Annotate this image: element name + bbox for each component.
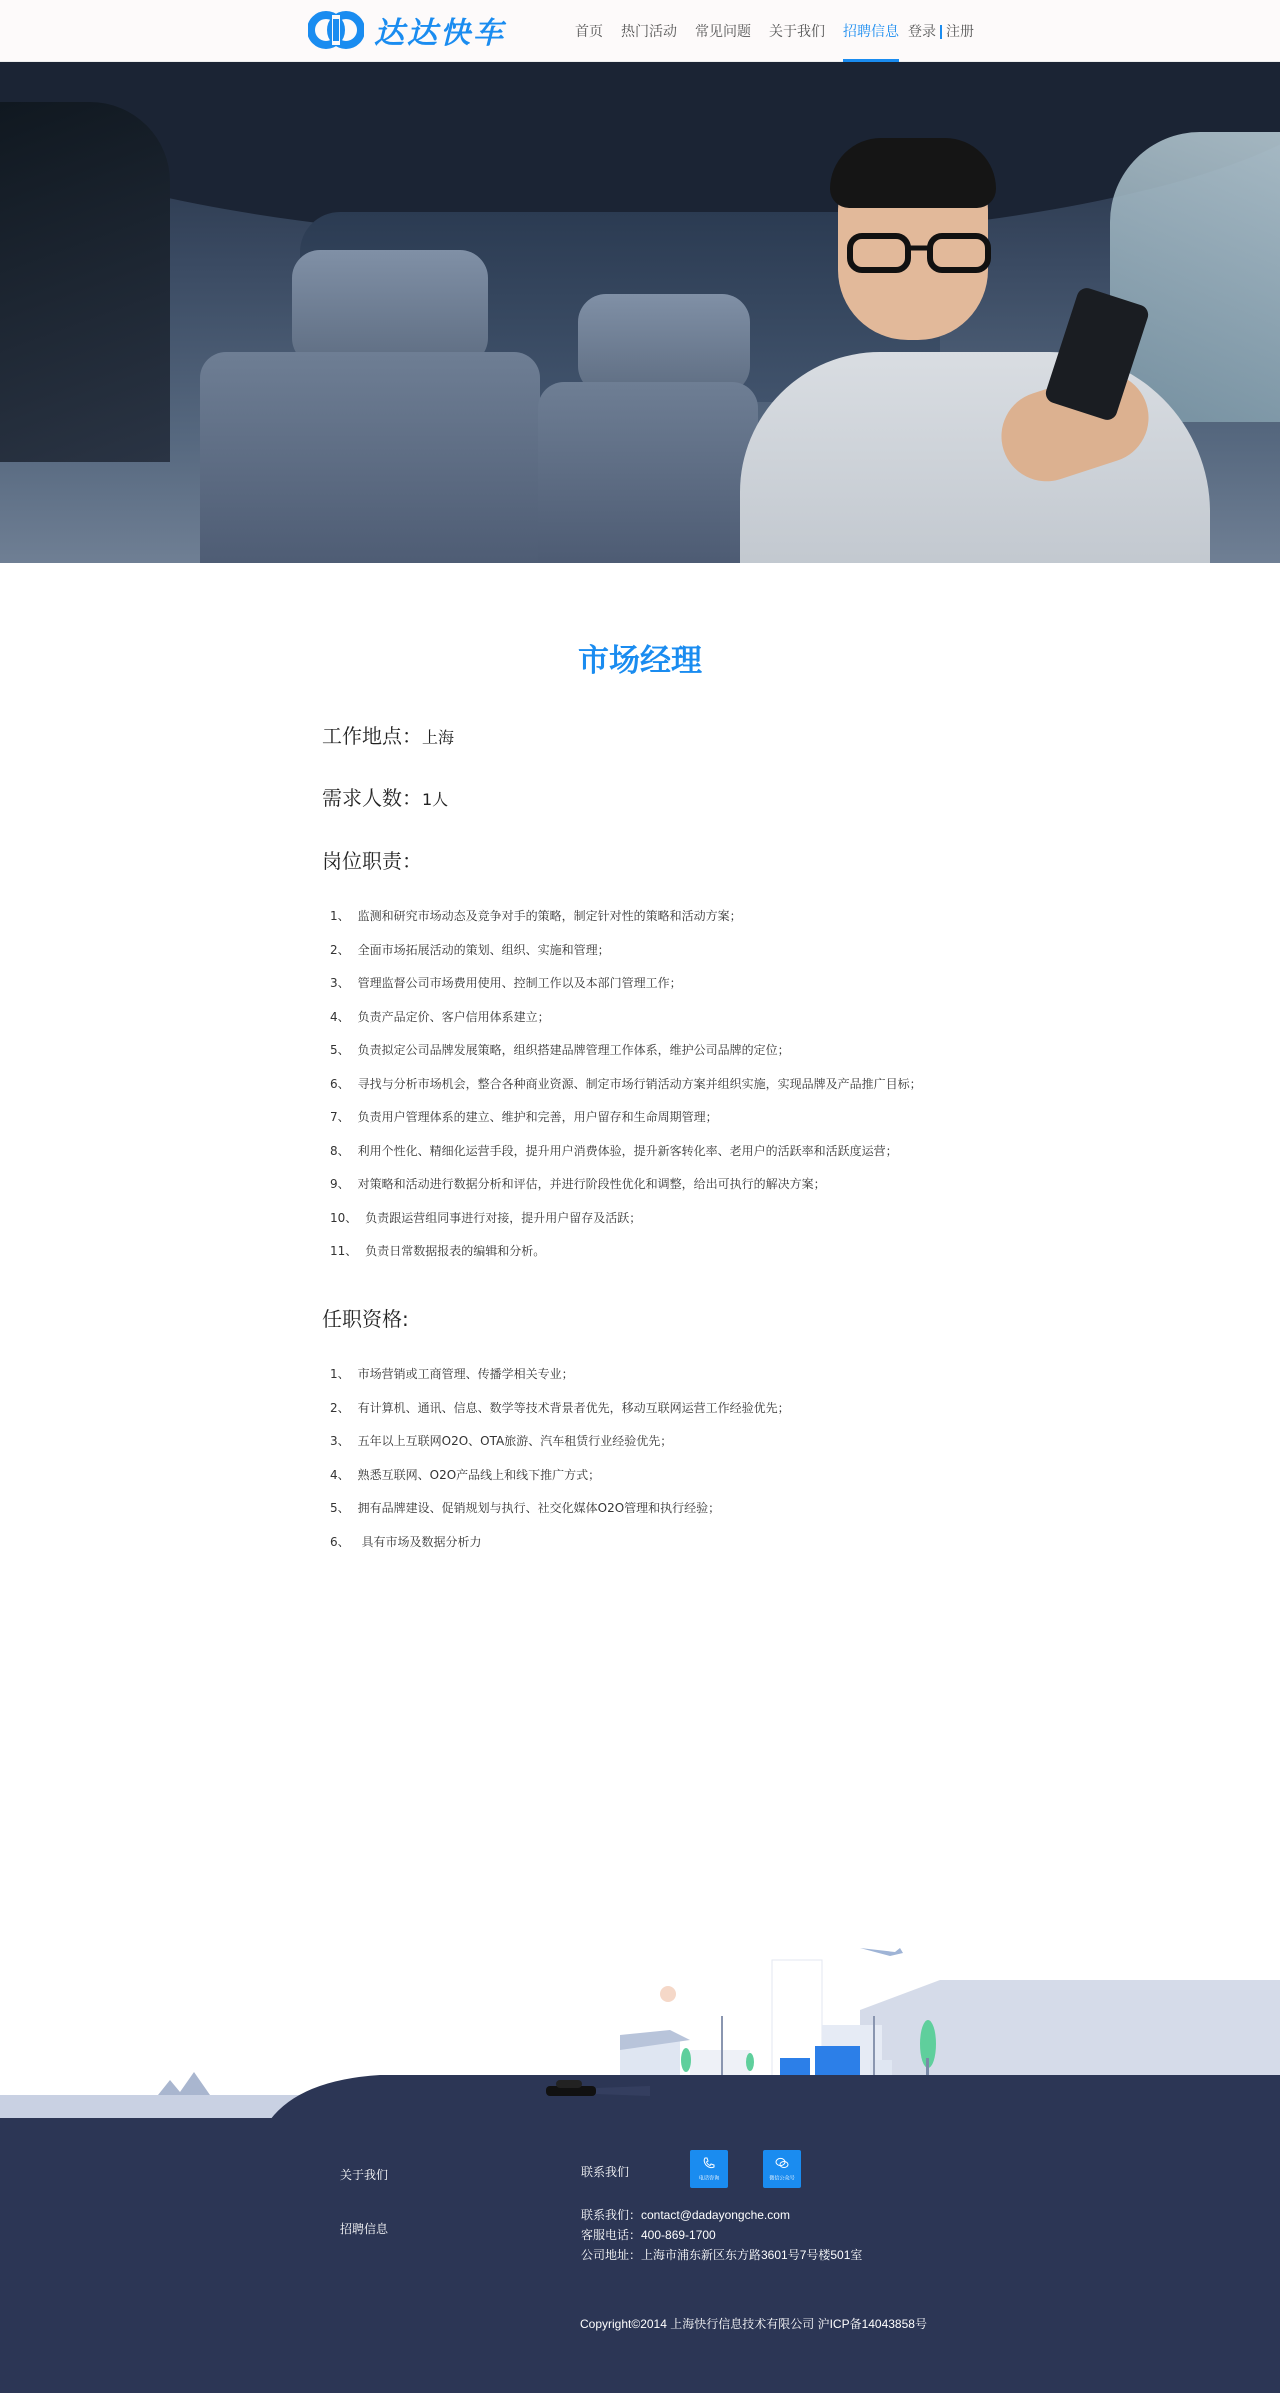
footer-hotline: 客服电话：400-869-1700 [581, 2228, 716, 2242]
duty-item [330, 1101, 922, 1135]
seat-center [538, 382, 758, 563]
location-label: 工作地点： [322, 724, 422, 748]
footer-city-illustration [0, 1940, 1280, 2120]
site-footer [0, 2118, 1280, 2393]
footer-email: 联系我们：contact@dadayongche.com [581, 2208, 790, 2222]
list-item-text: 寻找与分析市场机会，整合各种商业资源、制定市场行销活动方案并组织实施，实现品牌及产品推广目标； [357, 1076, 922, 1091]
duty-item [330, 1235, 922, 1269]
list-item-text: 全面市场拓展活动的策划、组织、实施和管理； [357, 942, 610, 957]
list-item-number: 6、 [330, 1534, 350, 1549]
login-link[interactable]: 登录 [908, 23, 936, 39]
list-item-text: 具有市场及数据分析力 [357, 1534, 482, 1549]
wechat-label: 微信公众号 [769, 2176, 795, 2182]
car-left-window [0, 102, 170, 462]
passenger-body [740, 352, 1210, 563]
duties-title: 岗位职责： [322, 849, 422, 873]
phone-consult-button[interactable] [690, 2150, 728, 2188]
nav-jobs[interactable]: 招聘信息 [843, 0, 899, 62]
list-item-text: 负责拟定公司品牌发展策略，组织搭建品牌管理工作体系，维护公司品牌的定位； [357, 1043, 790, 1057]
duty-item [330, 900, 922, 934]
list-item-text: 五年以上互联网O2O、OTA旅游、汽车租赁行业经验优先； [357, 1434, 673, 1448]
list-item-number: 4、 [330, 1009, 350, 1024]
list-item-number: 8、 [330, 1143, 350, 1158]
logo-text: 达达快车 [374, 16, 506, 51]
site-header [0, 0, 1280, 62]
qual-item [330, 1526, 790, 1560]
headcount-value: 1人 [422, 790, 449, 809]
logo[interactable] [308, 8, 506, 52]
duty-item [330, 1202, 922, 1236]
register-link[interactable]: 注册 [946, 23, 974, 39]
passenger-hair [830, 138, 996, 208]
logo-mark-icon [308, 10, 364, 50]
headcount-label: 需求人数： [322, 786, 422, 810]
qual-item [330, 1459, 790, 1493]
list-item-number: 3、 [330, 1434, 350, 1448]
list-item-number: 6、 [330, 1076, 350, 1091]
wechat-button[interactable] [763, 2150, 801, 2188]
list-item-number: 9、 [330, 1177, 350, 1191]
list-item-number: 7、 [330, 1110, 350, 1124]
list-item-number: 5、 [330, 1043, 350, 1057]
footer-address: 公司地址：上海市浦东新区东方路3601号7号楼501室 [581, 2248, 863, 2262]
list-item-number: 5、 [330, 1501, 350, 1515]
main-nav [575, 0, 917, 62]
list-item-text: 拥有品牌建设、促销规划与执行、社交化媒体O2O管理和执行经验； [357, 1501, 721, 1515]
seat-left [200, 352, 540, 563]
list-item-text: 有计算机、通讯、信息、数学等技术背景者优先，移动互联网运营工作经验优先； [357, 1400, 790, 1415]
footer-about-link[interactable]: 关于我们 [340, 2168, 389, 2182]
duty-item [330, 1001, 922, 1035]
duty-item [330, 1168, 922, 1202]
list-item-number: 1、 [330, 909, 350, 923]
list-item-text: 对策略和活动进行数据分析和评估，并进行阶段性优化和调整，给出可执行的解决方案； [357, 1177, 826, 1191]
auth-divider [940, 25, 942, 39]
list-item-number: 3、 [330, 976, 350, 990]
duty-item [330, 934, 922, 968]
nav-hot-events[interactable]: 热门活动 [621, 23, 677, 39]
phone-consult-label: 电话咨询 [698, 2176, 720, 2182]
list-item-number: 4、 [330, 1467, 350, 1482]
list-item-text: 监测和研究市场动态及竞争对手的策略，制定针对性的策略和活动方案； [357, 909, 742, 923]
quals-list [330, 1358, 790, 1559]
headrest-center [578, 294, 750, 394]
duty-item [330, 967, 922, 1001]
list-item-text: 利用个性化、精细化运营手段，提升用户消费体验，提升新客转化率、老用户的活跃率和活跃度运营； [357, 1143, 898, 1158]
footer-contact-title: 联系我们 [581, 2165, 630, 2179]
location-value: 上海 [422, 728, 455, 747]
qual-item [330, 1392, 790, 1426]
headcount-field [322, 782, 448, 811]
nav-home[interactable]: 首页 [575, 23, 603, 39]
list-item-text: 负责跟运营组同事进行对接，提升用户留存及活跃； [365, 1210, 642, 1225]
footer-jobs-link[interactable]: 招聘信息 [340, 2222, 389, 2236]
duty-item [330, 1068, 922, 1102]
list-item-text: 负责用户管理体系的建立、维护和完善，用户留存和生命周期管理； [357, 1110, 718, 1124]
list-item-number: 11、 [330, 1244, 358, 1258]
duty-item [330, 1135, 922, 1169]
headrest-left [292, 250, 488, 366]
wechat-icon [775, 2157, 789, 2169]
list-item-number: 10、 [330, 1210, 358, 1225]
footer-copyright: Copyright©2014 上海快行信息技术有限公司 沪ICP备14043858号 [580, 2317, 927, 2331]
job-title: 市场经理 [578, 643, 702, 679]
duties-list [330, 900, 922, 1269]
list-item-text: 熟悉互联网、O2O产品线上和线下推广方式； [357, 1467, 601, 1482]
qual-item [330, 1425, 790, 1459]
nav-about[interactable]: 关于我们 [769, 23, 825, 39]
list-item-text: 管理监督公司市场费用使用、控制工作以及本部门管理工作； [357, 976, 682, 990]
location-field [322, 720, 454, 749]
list-item-text: 市场营销或工商管理、传播学相关专业； [357, 1367, 574, 1381]
qual-item [330, 1492, 790, 1526]
auth-links [908, 0, 974, 62]
list-item-text: 负责产品定价、客户信用体系建立； [357, 1009, 550, 1024]
nav-faq[interactable]: 常见问题 [695, 23, 751, 39]
qual-item [330, 1358, 790, 1392]
phone-icon [702, 2157, 716, 2169]
list-item-number: 1、 [330, 1367, 350, 1381]
quals-title: 任职资格: [322, 1307, 409, 1331]
duty-item [330, 1034, 922, 1068]
list-item-text: 负责日常数据报表的编辑和分析。 [365, 1244, 546, 1258]
hero-banner [0, 62, 1280, 563]
list-item-number: 2、 [330, 1400, 350, 1415]
glasses-icon [844, 230, 994, 274]
list-item-number: 2、 [330, 942, 350, 957]
